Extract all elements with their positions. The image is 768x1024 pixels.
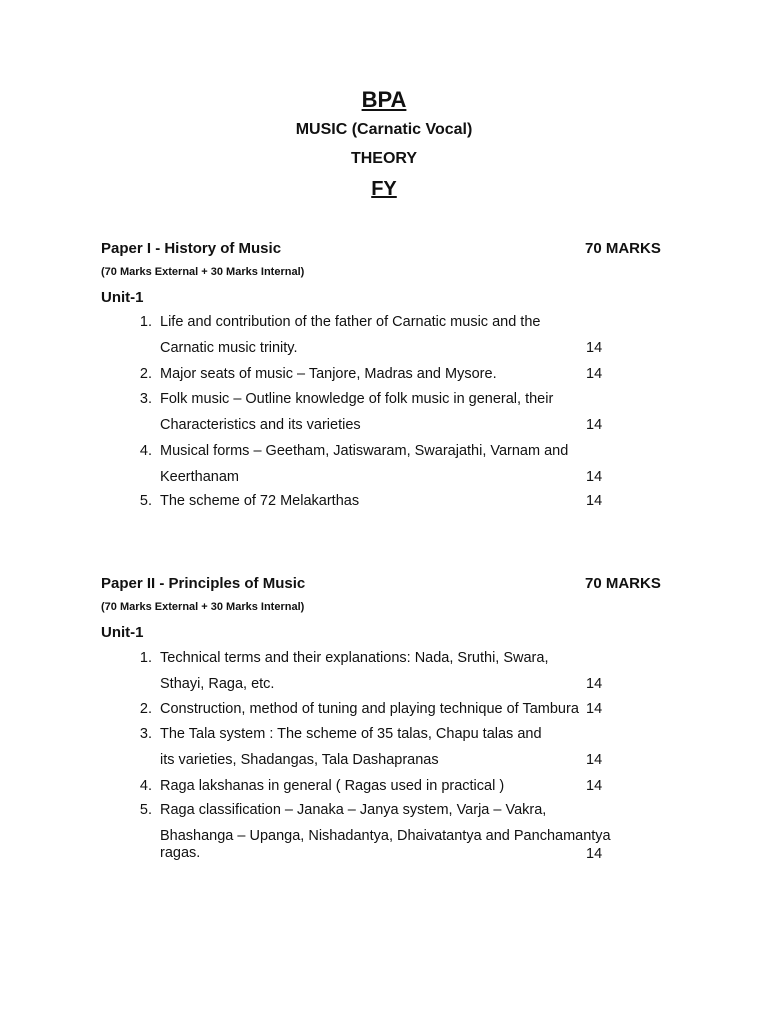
p2-item1-marks: 14 [586, 676, 603, 692]
p1-item2-marks: 14 [586, 366, 603, 382]
paper1-marks-breakdown: (70 Marks External + 30 Marks Internal) [101, 266, 305, 278]
p1-item1-text: Life and contribution of the father of Carnatic music and the [160, 314, 541, 330]
p1-item5-marks: 14 [586, 493, 603, 509]
paper2-title: Paper II - Principles of Music [101, 575, 306, 592]
p1-item4-text: Musical forms – Geetham, Jatiswaram, Swarajathi, Varnam and [160, 443, 569, 459]
heading-bpa: BPA [361, 87, 407, 112]
p1-item2-number: 2. [139, 366, 152, 382]
p2-item3-marks: 14 [586, 752, 603, 768]
p1-item5-text: The scheme of 72 Melakarthas [160, 493, 360, 509]
p2-item5-text-cont: Bhashanga – Upanga, Nishadantya, Dhaivatantya and Panchamantya [160, 828, 611, 844]
paper2-marks-breakdown: (70 Marks External + 30 Marks Internal) [101, 601, 305, 613]
p2-item3-text: The Tala system : The scheme of 35 talas, Chapu talas and [160, 726, 542, 742]
p1-item1-text-cont: Carnatic music trinity. [160, 340, 298, 356]
p1-item1-number: 1. [139, 314, 152, 330]
paper1-marks: 70 MARKS [585, 240, 661, 257]
p1-item5-number: 5. [139, 493, 152, 509]
p1-item3-text-cont: Characteristics and its varieties [160, 417, 361, 433]
p1-item4-marks: 14 [586, 469, 603, 485]
heading-year: FY [371, 178, 397, 200]
p1-item2-text: Major seats of music – Tanjore, Madras and Mysore. [160, 366, 497, 382]
p2-item3-number: 3. [139, 726, 152, 742]
p2-item5-number: 5. [139, 802, 152, 818]
heading-subject: MUSIC (Carnatic Vocal) [295, 121, 473, 138]
p2-item5-marks: 14 [586, 846, 603, 862]
p1-item3-number: 3. [139, 391, 152, 407]
p2-item4-number: 4. [139, 778, 152, 794]
heading-theory: THEORY [350, 150, 418, 167]
paper2-marks: 70 MARKS [585, 575, 661, 592]
paper2-unit: Unit-1 [101, 624, 144, 641]
paper1-title: Paper I - History of Music [101, 240, 282, 257]
p2-item2-number: 2. [139, 701, 152, 717]
p2-item1-number: 1. [139, 650, 152, 666]
p1-item1-marks: 14 [586, 340, 603, 356]
p2-item3-text-cont: its varieties, Shadangas, Tala Dashapranas [160, 752, 439, 768]
p2-item4-text: Raga lakshanas in general ( Ragas used in practical ) [160, 778, 505, 794]
p1-item4-number: 4. [139, 443, 152, 459]
p2-item5-text-cont2: ragas. [160, 845, 201, 861]
p2-item2-text: Construction, method of tuning and playing technique of Tambura [160, 701, 579, 717]
paper1-unit: Unit-1 [101, 289, 144, 306]
p1-item4-text-cont: Keerthanam [160, 469, 239, 485]
p2-item5-text: Raga classification – Janaka – Janya system, Varja – Vakra, [160, 802, 547, 818]
p1-item3-text: Folk music – Outline knowledge of folk music in general, their [160, 391, 554, 407]
p2-item4-marks: 14 [586, 778, 603, 794]
p2-item1-text: Technical terms and their explanations: Nada, Sruthi, Swara, [160, 650, 549, 666]
p2-item1-text-cont: Sthayi, Raga, etc. [160, 676, 275, 692]
p2-item2-marks: 14 [586, 701, 603, 717]
p1-item3-marks: 14 [586, 417, 603, 433]
